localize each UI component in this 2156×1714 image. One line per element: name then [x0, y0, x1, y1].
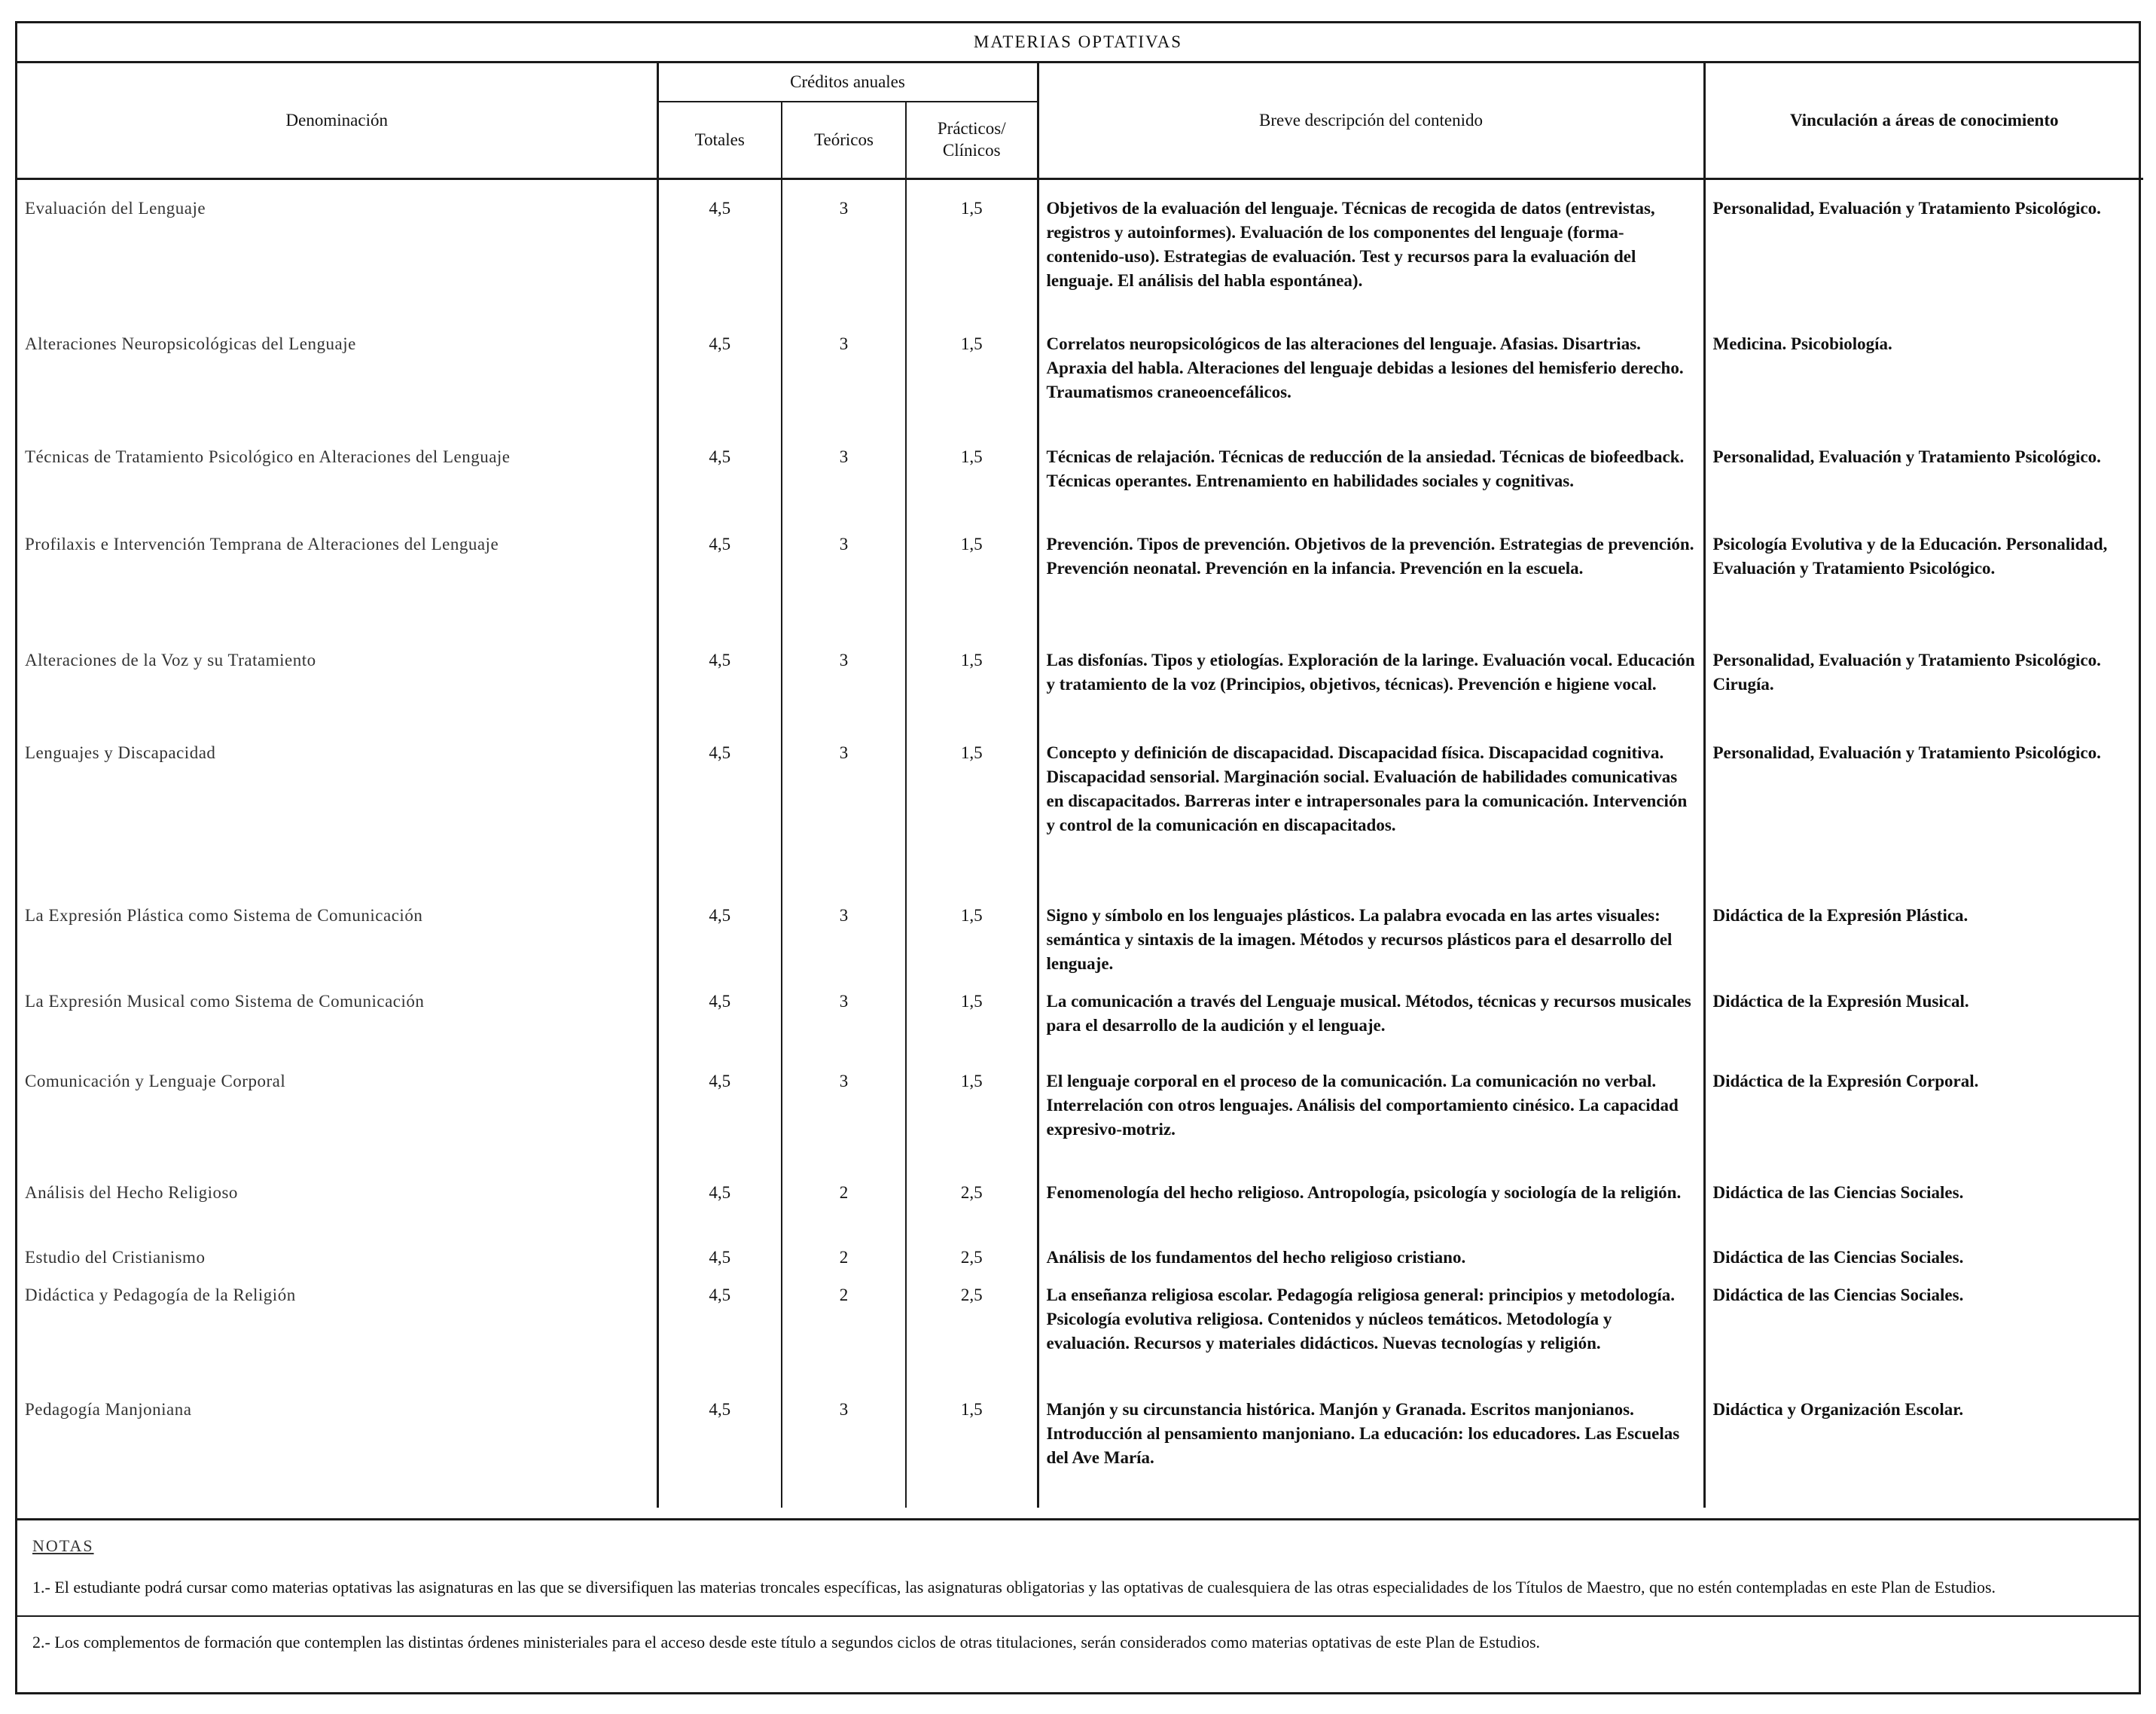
subject-name: Estudio del Cristianismo [25, 1247, 206, 1267]
table-row [17, 516, 2143, 632]
header-vinculacion: Vinculación a áreas de conocimiento [1704, 63, 2143, 179]
knowledge-area: Didáctica de la Expresión Musical. [1704, 976, 2143, 1056]
credits-totales: 4,5 [657, 724, 782, 887]
header-totales: Totales [657, 102, 782, 179]
credits-teoricos: 3 [782, 179, 906, 317]
knowledge-area: Medicina. Psicobiología. [1704, 317, 2143, 428]
optativas-table [17, 63, 2143, 1508]
subject-name: Evaluación del Lenguaje [25, 199, 206, 218]
credits-teoricos: 2 [782, 1170, 906, 1235]
credits-totales: 4,5 [657, 1056, 782, 1170]
header-practicos: Prácticos/ Clínicos [906, 102, 1038, 179]
credits-practicos: 2,5 [906, 1235, 1038, 1274]
credits-totales: 4,5 [657, 887, 782, 976]
content-description: Prevención. Tipos de prevención. Objetivos de la prevención. Estrategias de prevención. Prevención neonatal. Prevención en la infancia. Prevención en la escuela. [1038, 516, 1704, 632]
table-row [17, 1235, 2143, 1274]
notes-title: NOTAS [32, 1536, 94, 1555]
credits-totales: 4,5 [657, 428, 782, 516]
knowledge-area: Didáctica de las Ciencias Sociales. [1704, 1274, 2143, 1389]
credits-practicos: 1,5 [906, 317, 1038, 428]
content-description: La comunicación a través del Lenguaje musical. Métodos, técnicas y recursos musicales para el desarrollo de la audición y el lenguaje. [1038, 976, 1704, 1056]
header-descripcion: Breve descripción del contenido [1038, 63, 1704, 179]
credits-totales: 4,5 [657, 1235, 782, 1274]
credits-totales: 4,5 [657, 976, 782, 1056]
subject-name: La Expresión Musical como Sistema de Comunicación [25, 991, 425, 1011]
subject-name: Técnicas de Tratamiento Psicológico en Alteraciones del Lenguaje [25, 447, 511, 466]
table-row [17, 724, 2143, 887]
credits-practicos: 1,5 [906, 887, 1038, 976]
knowledge-area: Didáctica de la Expresión Plástica. [1704, 887, 2143, 976]
credits-practicos: 1,5 [906, 976, 1038, 1056]
knowledge-area: Didáctica y Organización Escolar. [1704, 1389, 2143, 1508]
content-description: Manjón y su circunstancia histórica. Manjón y Granada. Escritos manjonianos. Introducción al pensamiento manjoniano. La educación: los educadores. Las Escuelas del Ave María. [1038, 1389, 1704, 1508]
credits-teoricos: 3 [782, 317, 906, 428]
table-row [17, 428, 2143, 516]
credits-practicos: 1,5 [906, 179, 1038, 317]
credits-teoricos: 3 [782, 976, 906, 1056]
note-2: 2.- Los complementos de formación que contemplen las distintas órdenes ministeriales para el acceso desde este título a segundos ciclos de otras titulaciones, serán considerados como materias optativas de este Plan de Estudios. [17, 1615, 2139, 1654]
table-body [17, 179, 2143, 1508]
credits-practicos: 2,5 [906, 1274, 1038, 1389]
knowledge-area: Personalidad, Evaluación y Tratamiento Psicológico. [1704, 179, 2143, 317]
subject-name: Análisis del Hecho Religioso [25, 1182, 238, 1202]
document-sheet [15, 21, 2141, 1694]
knowledge-area: Personalidad, Evaluación y Tratamiento Psicológico. [1704, 724, 2143, 887]
table-row [17, 179, 2143, 317]
credits-totales: 4,5 [657, 632, 782, 724]
table-row [17, 1274, 2143, 1389]
table-row [17, 632, 2143, 724]
knowledge-area: Personalidad, Evaluación y Tratamiento Psicológico. Cirugía. [1704, 632, 2143, 724]
content-description: Objetivos de la evaluación del lenguaje. Técnicas de recogida de datos (entrevistas, registros y autoinformes). Evaluación de los componentes del lenguaje (forma-contenido-uso). Estrategias de evaluación. Test y recursos para la evaluación del lenguaje. El análisis del habla espontánea). [1038, 179, 1704, 317]
table-row [17, 317, 2143, 428]
table-row [17, 1389, 2143, 1508]
credits-practicos: 1,5 [906, 1056, 1038, 1170]
credits-practicos: 1,5 [906, 632, 1038, 724]
credits-teoricos: 3 [782, 1056, 906, 1170]
credits-totales: 4,5 [657, 1274, 782, 1389]
subject-name: Didáctica y Pedagogía de la Religión [25, 1285, 296, 1304]
credits-totales: 4,5 [657, 179, 782, 317]
credits-teoricos: 3 [782, 516, 906, 632]
table-row [17, 1170, 2143, 1235]
credits-practicos: 2,5 [906, 1170, 1038, 1235]
credits-teoricos: 2 [782, 1235, 906, 1274]
table-row [17, 1056, 2143, 1170]
knowledge-area: Psicología Evolutiva y de la Educación. Personalidad, Evaluación y Tratamiento Psicológico. [1704, 516, 2143, 632]
subject-name: La Expresión Plástica como Sistema de Comunicación [25, 905, 423, 925]
content-description: El lenguaje corporal en el proceso de la comunicación. La comunicación no verbal. Interrelación con otros lenguajes. Análisis del comportamiento cinésico. La capacidad expresivo-motriz. [1038, 1056, 1704, 1170]
table-row [17, 887, 2143, 976]
subject-name: Alteraciones Neuropsicológicas del Lenguaje [25, 334, 356, 353]
note-1: 1.- El estudiante podrá cursar como materias optativas las asignaturas en las que se diversifiquen las materias troncales específicas, las asignaturas obligatorias y las optativas de cualesquiera de las otras especialidades de los Títulos de Maestro, que no estén contempladas en este Plan de Estudios. [32, 1578, 1996, 1597]
header-denominacion: Denominación [17, 63, 657, 179]
content-description: Correlatos neuropsicológicos de las alteraciones del lenguaje. Afasias. Disartrias. Apraxia del habla. Alteraciones del lenguaje debidas a lesiones del hemisferio derecho. Traumatismos craneoencefálicos. [1038, 317, 1704, 428]
knowledge-area: Personalidad, Evaluación y Tratamiento Psicológico. [1704, 428, 2143, 516]
credits-totales: 4,5 [657, 516, 782, 632]
credits-totales: 4,5 [657, 1389, 782, 1508]
credits-teoricos: 3 [782, 724, 906, 887]
notes-section [17, 1518, 2139, 1692]
credits-practicos: 1,5 [906, 428, 1038, 516]
subject-name: Lenguajes y Discapacidad [25, 743, 216, 762]
content-description: Concepto y definición de discapacidad. Discapacidad física. Discapacidad cognitiva. Discapacidad sensorial. Marginación social. Evaluación de habilidades comunicativas en discapacitados. Barreras inter e intrapersonales para la comunicación. Intervención y control de la comunicación en discapacitados. [1038, 724, 1704, 887]
credits-practicos: 1,5 [906, 516, 1038, 632]
table-title: MATERIAS OPTATIVAS [17, 23, 2139, 63]
content-description: Las disfonías. Tipos y etiologías. Exploración de la laringe. Evaluación vocal. Educación y tratamiento de la voz (Principios, objetivos, técnicas). Prevención e higiene vocal. [1038, 632, 1704, 724]
content-description: Signo y símbolo en los lenguajes plásticos. La palabra evocada en las artes visuales: semántica y sintaxis de la imagen. Métodos y recursos plásticos para el desarrollo del lenguaje. [1038, 887, 1704, 976]
knowledge-area: Didáctica de la Expresión Corporal. [1704, 1056, 2143, 1170]
credits-practicos: 1,5 [906, 1389, 1038, 1508]
credits-teoricos: 3 [782, 428, 906, 516]
header-creditos: Créditos anuales [657, 63, 1038, 102]
credits-teoricos: 3 [782, 632, 906, 724]
credits-totales: 4,5 [657, 1170, 782, 1235]
credits-teoricos: 2 [782, 1274, 906, 1389]
subject-name: Comunicación y Lenguaje Corporal [25, 1071, 286, 1090]
credits-teoricos: 3 [782, 887, 906, 976]
credits-practicos: 1,5 [906, 724, 1038, 887]
table-row [17, 976, 2143, 1056]
content-description: La enseñanza religiosa escolar. Pedagogía religiosa general: principios y metodología. Psicología evolutiva religiosa. Contenidos y núcleos temáticos. Metodología y evaluación. Recursos y materiales didácticos. Nuevas tecnologías y religión. [1038, 1274, 1704, 1389]
content-description: Fenomenología del hecho religioso. Antropología, psicología y sociología de la religión. [1038, 1170, 1704, 1235]
knowledge-area: Didáctica de las Ciencias Sociales. [1704, 1235, 2143, 1274]
content-description: Técnicas de relajación. Técnicas de reducción de la ansiedad. Técnicas de biofeedback. Técnicas operantes. Entrenamiento en habilidades sociales y cognitivas. [1038, 428, 1704, 516]
subject-name: Pedagogía Manjoniana [25, 1399, 192, 1419]
credits-totales: 4,5 [657, 317, 782, 428]
content-description: Análisis de los fundamentos del hecho religioso cristiano. [1038, 1235, 1704, 1274]
subject-name: Alteraciones de la Voz y su Tratamiento [25, 650, 316, 669]
knowledge-area: Didáctica de las Ciencias Sociales. [1704, 1170, 2143, 1235]
header-teoricos: Teóricos [782, 102, 906, 179]
subject-name: Profilaxis e Intervención Temprana de Alteraciones del Lenguaje [25, 534, 499, 554]
credits-teoricos: 3 [782, 1389, 906, 1508]
